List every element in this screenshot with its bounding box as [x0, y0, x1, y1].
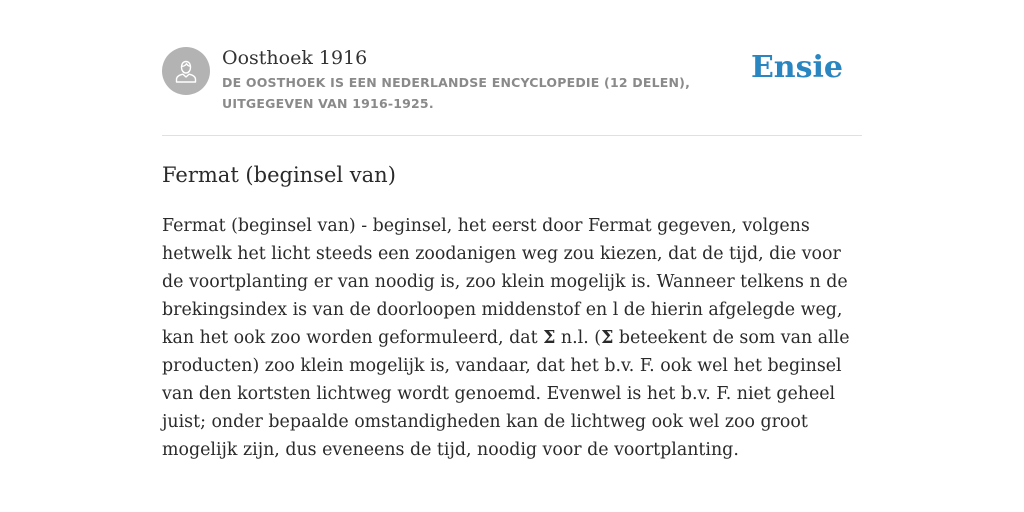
sigma-symbol: Σ: [543, 328, 556, 348]
article-title: Fermat (beginsel van): [162, 163, 396, 187]
article-body-part2: n.l. (: [555, 328, 602, 348]
source-avatar[interactable]: [162, 47, 210, 95]
source-description: DE OOSTHOEK IS EEN NEDERLANDSE ENCYCLOPEDIE (12 DELEN), UITGEGEVEN VAN 1916-1925.: [222, 75, 691, 111]
article-card: [162, 0, 862, 460]
user-silhouette-icon: [172, 57, 200, 85]
source-header: [162, 0, 862, 136]
article-body: [162, 212, 866, 464]
article-body-part3: beteekent de som van alle producten) zoo klein mogelijk is, vandaar, dat het b.v. F. ook wel het beginsel van den kortsten lichtweg wordt genoemd. Evenwel is het b.v. F. niet geheel juist; onder bepaalde omstandigheden kan de lichtweg ook wel zoo groot mogelijk zijn, dus eveneens de tijd, noodig voor de voortplanting.: [162, 328, 850, 460]
article-body-part1: Fermat (beginsel van) - beginsel, het eerst door Fermat gegeven, volgens hetwelk het licht steeds een zoodanigen weg zou kiezen, dat de tijd, die voor de voortplanting er van noodig is, zoo klein mogelijk is. Wanneer telkens n de brekingsindex is van de doorloopen middenstof en l de hierin afgelegde weg, kan het ook zoo worden geformuleerd, dat: [162, 216, 848, 348]
source-name[interactable]: Oosthoek 1916: [222, 47, 368, 69]
sigma-symbol: Σ: [601, 328, 614, 348]
ensie-logo[interactable]: Ensie: [750, 50, 843, 85]
